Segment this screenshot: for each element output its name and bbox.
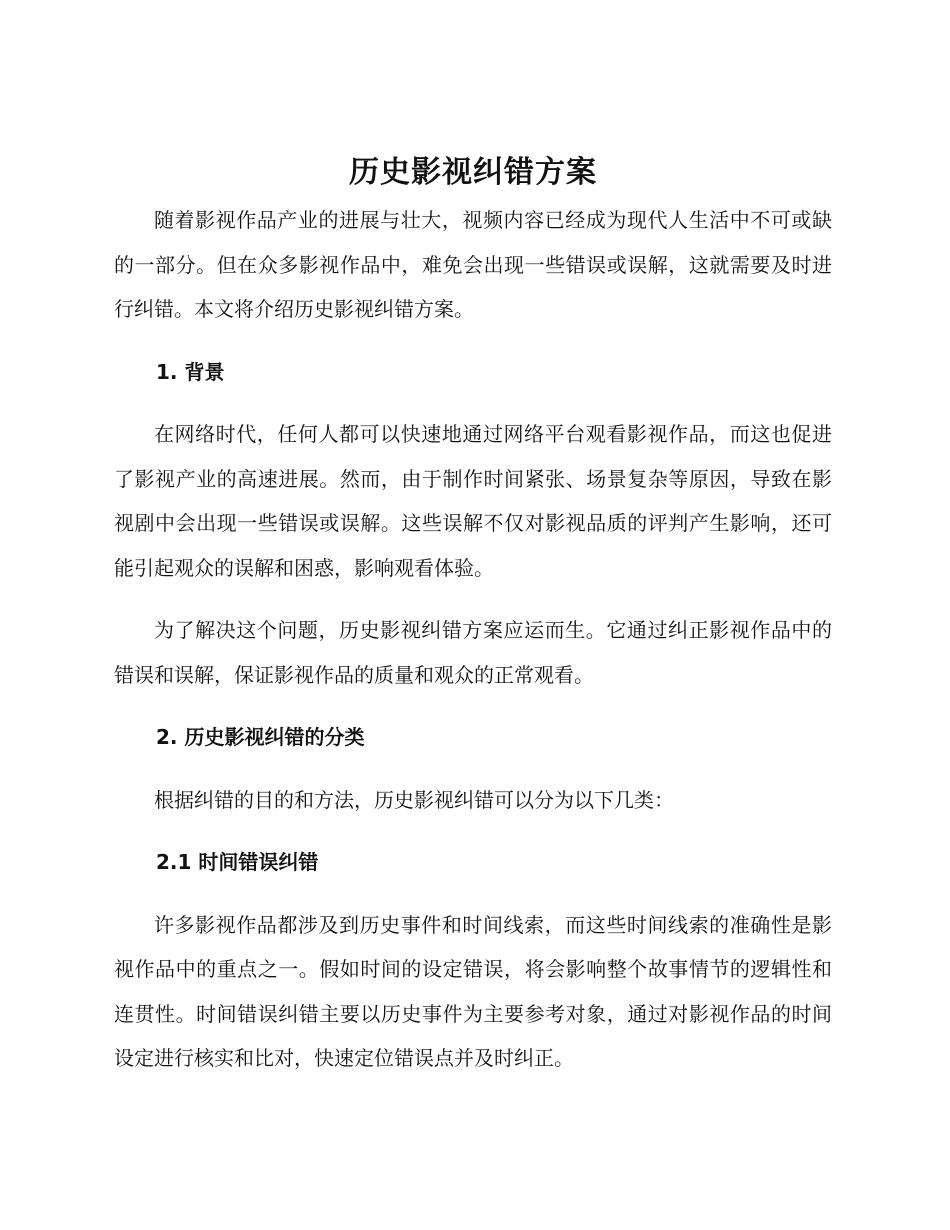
- background-paragraph-1: 在网络时代，任何人都可以快速地通过网络平台观看影视作品，而这也促进了影视产业的高速进展。然而，由于制作时间紧张、场景复杂等原因，导致在影视剧中会出现一些错误或误解。这些误解不仅对影视品质的评判产生影响，还可能引起观众的误解和困惑，影响观看体验。: [114, 422, 832, 580]
- time-errors-paragraph: 许多影视作品都涉及到历史事件和时间线索，而这些时间线索的准确性是影视作品中的重点之一。假如时间的设定错误，将会影响整个故事情节的逻辑性和连贯性。时间错误纠错主要以历史事件为主要参考对象，通过对影视作品的时间设定进行核实和比对，快速定位错误点并及时纠正。: [114, 912, 832, 1070]
- document-title: 历史影视纠错方案: [349, 155, 597, 190]
- intro-paragraph: 随着影视作品产业的进展与壮大，视频内容已经成为现代人生活中不可或缺的一部分。但在众多影视作品中，难免会出现一些错误或误解，这就需要及时进行纠错。本文将介绍历史影视纠错方案。: [114, 208, 832, 321]
- section-heading-classification: 2. 历史影视纠错的分类: [156, 725, 365, 749]
- document-body: [114, 150, 832, 1099]
- classification-paragraph: 根据纠错的目的和方法，历史影视纠错可以分为以下几类：: [154, 787, 674, 812]
- subsection-heading-time-errors: 2.1 时间错误纠错: [156, 850, 319, 874]
- section-heading-background: 1. 背景: [156, 359, 225, 384]
- background-paragraph-2: 为了解决这个问题，历史影视纠错方案应运而生。它通过纠正影视作品中的错误和误解，保证影视作品的质量和观众的正常观看。: [114, 618, 832, 687]
